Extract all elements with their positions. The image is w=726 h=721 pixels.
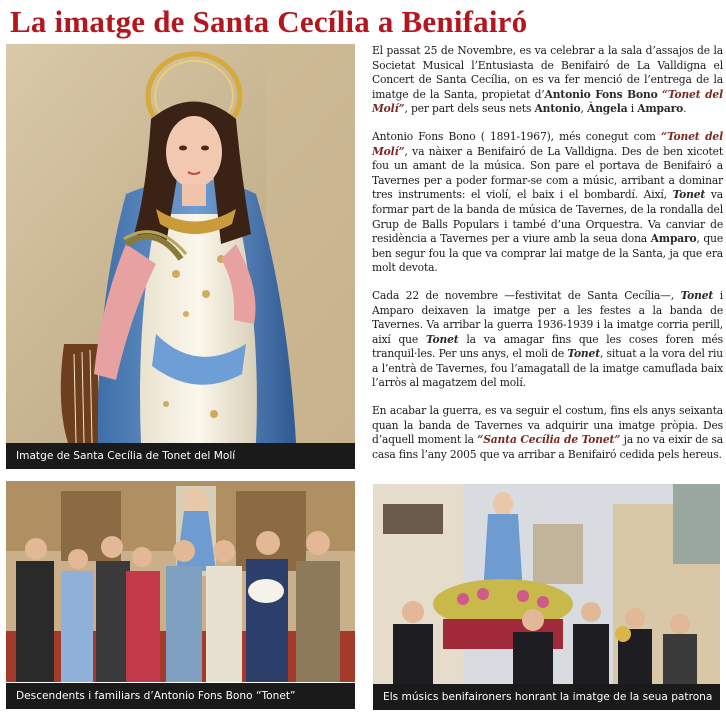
emphasis-text: Tonet bbox=[425, 332, 459, 346]
family-group-photo bbox=[6, 481, 355, 682]
main-photo-caption: Imatge de Santa Cecília de Tonet del Molí bbox=[6, 443, 355, 469]
text-run: va formar part de la banda de música de Tavernes, de la rondalla del Grup de Balls Populars i també d’una Orquestra. Va canviar de residència a Tavernes per a viure amb la seua dona bbox=[372, 188, 723, 246]
santa-cecilia-statue-photo bbox=[6, 44, 355, 443]
emphasis-text: Àngela bbox=[587, 102, 628, 116]
text-run: , bbox=[580, 102, 588, 116]
musicians-photo-caption: Els músics benifaironers honrant la imatge de la seua patrona bbox=[373, 684, 720, 710]
family-photo-caption: Descendents i familiars d’Antonio Fons Bono “Tonet” bbox=[6, 683, 355, 709]
emphasis-text: Tonet bbox=[680, 288, 714, 302]
text-run: ja no va eixir de sa casa fins l’any 2005 que va arribar a Benifairó cedida pels hereus. bbox=[372, 433, 723, 461]
article-paragraph bbox=[372, 44, 723, 117]
emphasis-text: Amparo bbox=[637, 102, 684, 116]
text-run: la va amagar fins que les coses foren més tranquil·les. Per uns anys, el moli de bbox=[372, 332, 724, 361]
emphasis-text: Antonio bbox=[534, 102, 581, 116]
emphasis-text: Tonet bbox=[672, 188, 706, 202]
procession-photo bbox=[373, 484, 720, 684]
text-run: Antonio Fons Bono ( 1891-1967), més conegut com bbox=[372, 129, 661, 143]
emphasis-text: Tonet bbox=[567, 347, 600, 361]
page-title: La imatge de Santa Cecília a Benifairó bbox=[10, 4, 528, 39]
text-run: Cada 22 de novembre —festivitat de Santa Cecília—, bbox=[372, 288, 681, 302]
emphasis-text: Amparo bbox=[650, 232, 697, 246]
emphasis-text: “Tonet del Molí” bbox=[372, 129, 723, 158]
text-run: , va nàixer a Benifairó de La Valldigna. Des de ben xicotet fou un amant de la música. Son pare el portava de Benifairó a Tavernes per a poder formar-se com a músic, arribant a dominar tres instruments: el violí, el baix i el bombardí. Així, bbox=[372, 144, 723, 202]
emphasis-text: “Santa Cecília de Tonet” bbox=[477, 433, 621, 447]
text-run: El passat 25 de Novembre, es va celebrar a la sala d’assajos de la Societat Musical l’Entusiasta de Benifairó de La Valldigna el Concert de Santa Cecília, on es va fer menció de l’entrega de la imatge de la Santa, propietat d’ bbox=[372, 44, 723, 101]
text-run: , que ben segur fou la que va comprar lai matge de la Santa, ja que era molt devota. bbox=[372, 232, 723, 275]
text-run: , situat a la vora del riu a l’entrà de Tavernes, fou l’amagatall de la imatge camuflada baix l’arròs al magatzem del molí. bbox=[372, 347, 723, 390]
article-paragraph bbox=[372, 130, 723, 276]
emphasis-text: “Tonet del Molí” bbox=[372, 87, 723, 116]
article-body bbox=[372, 44, 723, 475]
text-run: i Amparo deixaven la imatge per a les festes a la banda de Tavernes. Va arribar la guerra 1936-1939 i la imatge corria perill, així que bbox=[372, 288, 723, 346]
article-paragraph bbox=[372, 289, 723, 391]
article-paragraph bbox=[372, 404, 723, 462]
text-run: i bbox=[627, 102, 638, 116]
emphasis-text: Antonio Fons Bono bbox=[544, 87, 658, 101]
text-run: , per part dels seus nets bbox=[404, 102, 535, 116]
text-run: . bbox=[683, 102, 687, 116]
text-run: En acabar la guerra, es va seguir el costum, fins els anys seixanta quan la banda de Tavernes va adquirir una imatge pròpia. Des d’aquell moment la bbox=[372, 404, 723, 447]
